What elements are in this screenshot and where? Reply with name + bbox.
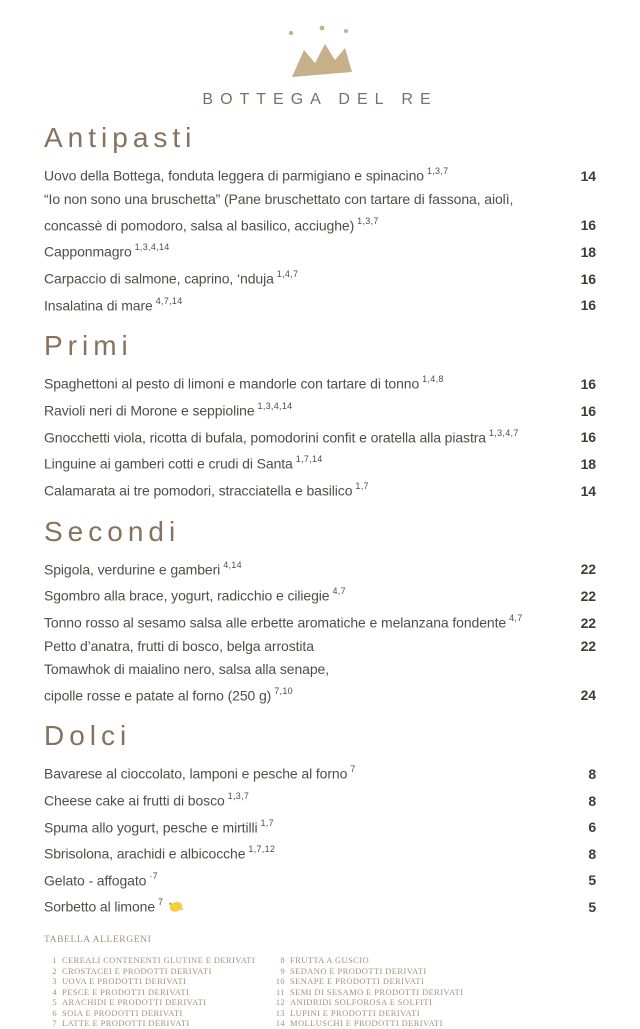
allergen-entry [44,976,272,987]
section-rows [44,161,596,317]
menu-item [44,555,596,582]
allergen-number: 1 [52,955,57,966]
dish-name: Petto d’anatra, frutti di bosco, belga arrostita [44,637,314,654]
crown-icon [278,24,362,82]
allergen-number: 14 [275,1018,285,1029]
allergen-label: PESCE E PRODOTTI DERIVATI [62,986,190,997]
menu-item [44,264,596,291]
dish-name: Linguine ai gamberi cotti e crudi di Santa [44,455,293,472]
allergen-refs: 4,7,14 [155,295,183,306]
price: 6 [588,819,596,836]
allergen-entry [272,997,463,1008]
allergen-refs: 7 [350,764,356,775]
dish-name: Gelato - affogato [44,872,147,889]
price: 16 [580,429,596,446]
price: 22 [580,637,596,654]
section-title: Secondi [44,515,181,547]
menu-item [44,396,596,423]
allergen-refs: 1,7,14 [295,454,323,465]
allergen-refs: 1,7 [355,480,369,491]
allergen-refs: 1,3,4,14 [134,242,170,253]
section-rows [44,369,596,502]
menu-item [44,866,596,893]
allergen-number: 2 [52,965,57,976]
section-rows [44,759,596,919]
dish-name: Uovo della Bottega, fonduta leggera di parmigiano e spinacino [44,167,424,184]
section-primi [44,330,596,502]
allergen-refs: 1,3,4,7 [489,427,519,438]
price: 5 [588,872,596,889]
menu-item-line [44,658,596,681]
price: 22 [580,614,596,631]
dish-name: Calamarata ai tre pomodori, stracciatella e basilico [44,482,353,499]
allergen-refs: 1,3,4,14 [257,400,293,411]
allergen-number: 6 [52,1007,57,1018]
price: 16 [580,297,596,314]
allergen-entry [272,1008,463,1019]
allergen-number: 9 [280,965,285,976]
section-secondi [44,516,596,708]
allergen-refs: 1,3,7 [227,790,250,801]
allergen-refs: 1,7,12 [248,844,276,855]
allergen-refs: 1,7 [260,817,274,828]
menu-item [44,892,596,919]
allergen-label: CEREALI CONTENENTI GLUTINE E DERIVATI [62,955,256,966]
dish-name: Bavarese al cioccolato, lamponi e pesche al forno [44,765,348,782]
menu-item [44,813,596,840]
price: 18 [580,243,596,260]
allergen-refs: 7,10 [274,685,293,696]
menu-item [44,839,596,866]
price: 8 [588,845,596,862]
allergen-entry [272,976,463,987]
dish-name: Carpaccio di salmone, caprino, ‘nduja [44,270,274,287]
menu-item [44,423,596,450]
dish-name: Ravioli neri di Morone e seppioline [44,402,255,419]
price: 16 [580,375,596,392]
price: 8 [588,792,596,809]
header [44,24,596,109]
dish-name: Sbrisolona, arachidi e albicocche [44,845,246,862]
dish-name: Spaghettoni al pesto di limoni e mandorle con tartare di tonno [44,375,420,392]
allergen-refs: 1,4,8 [422,374,444,385]
lemon-icon [168,900,184,913]
allergen-number: 4 [52,986,57,997]
allergen-number: 3 [52,976,57,987]
allergen-refs: 4,14 [223,559,242,570]
allergen-label: ARACHIDI E PRODOTTI DERIVATI [62,997,207,1008]
dish-name: Sorbetto al limone [44,899,156,916]
dish-name: Spigola, verdurine e gamberi [44,561,221,578]
allergen-number: 5 [52,997,57,1008]
dish-name: “Io non sono una bruschetta” (Pane bruschettato con tartare di fassona, aiolì, [44,190,514,207]
section-antipasti [44,122,596,317]
menu-item [44,476,596,503]
section-title: Primi [44,330,133,362]
dish-name: Capponmagro [44,243,132,260]
price: 16 [580,402,596,419]
menu-item-line [44,211,596,238]
allergen-label: LUPINI E PRODOTTI DERIVATI [290,1007,420,1018]
price: 22 [580,561,596,578]
menu-item [44,608,596,635]
allergen-number: 12 [275,997,285,1008]
price: 5 [588,899,596,916]
allergen-label: SEDANO E PRODOTTI DERIVATI [290,965,427,976]
allergen-label: SOIA E PRODOTTI DERIVATI [62,1007,183,1018]
price: 18 [580,455,596,472]
allergen-refs: ·7 [149,870,158,881]
allergen-table [44,935,596,1029]
menu-item [44,786,596,813]
allergen-label: SENAPE E PRODOTTI DERIVATI [290,976,425,987]
menu-item [44,759,596,786]
allergen-number: 7 [52,1018,57,1029]
menu-item-line [44,188,596,211]
price: 24 [580,687,596,704]
allergen-label: LATTE E PRODOTTI DERIVATI [62,1018,190,1029]
price: 16 [580,270,596,287]
allergen-entry [44,997,272,1008]
price: 16 [580,217,596,234]
allergen-entry [272,1018,463,1029]
allergen-entry [44,987,272,998]
allergen-column-left [44,955,272,1029]
menu-item [44,369,596,396]
dish-name: Gnocchetti viola, ricotta di bufala, pomodorini confit e oratella alla piastra [44,429,486,446]
price: 14 [580,482,596,499]
dish-name: Spuma allo yogurt, pesche e mirtilli [44,819,258,836]
dish-name: concassè di pomodoro, salsa al basilico, acciughe) [44,217,355,234]
allergen-label: MOLLUSCHI E PRODOTTI DERIVATI [290,1018,443,1029]
allergen-entry [272,966,463,977]
dish-name: Insalatina di mare [44,297,153,314]
menu-item [44,581,596,608]
allergen-number: 8 [280,955,285,966]
menu-item [44,237,596,264]
allergen-column-right [272,955,463,1029]
allergen-refs: 4,7 [332,586,346,597]
allergen-number: 10 [275,976,285,987]
price: 8 [588,765,596,782]
menu-item [44,635,596,658]
dish-name: Tomawhok di maialino nero, salsa alla senape, [44,660,329,677]
allergen-columns [44,955,596,1029]
allergen-entry [272,955,463,966]
allergen-refs: 1,4,7 [276,268,299,279]
price: 22 [580,587,596,604]
brand-wordmark: BOTTEGA DEL RE [202,91,438,108]
allergen-entry [272,987,463,998]
allergen-label: UOVA E PRODOTTI DERIVATI [62,976,187,987]
menu-item [44,161,596,188]
allergen-refs: 1,3,7 [426,166,449,176]
allergen-label: CROSTACEI E PRODOTTI DERIVATI [62,965,212,976]
price: 14 [580,167,596,184]
allergen-label: ANIDRIDI SOLFOROSA E SOLFITI [290,997,433,1008]
allergen-entry [44,966,272,977]
allergen-entry [44,955,272,966]
section-dolci [44,720,596,919]
menu-item-line [44,681,596,708]
section-rows [44,555,596,708]
dish-name: cipolle rosse e patate al forno (250 g) [44,687,272,704]
allergen-label: FRUTTA A GUSCIO [290,955,370,966]
allergen-refs: 7 [158,897,164,908]
section-title: Dolci [44,720,132,752]
allergen-refs: 1,3,7 [357,215,379,226]
allergen-number: 13 [275,1007,285,1018]
allergen-number: 11 [276,986,285,997]
allergen-label: SEMI DI SESAMO E PRODOTTI DERIVATI [290,986,464,997]
menu-item [44,449,596,476]
dish-name: Cheese cake ai frutti di bosco [44,792,225,809]
section-title: Antipasti [44,122,197,153]
dish-name: Sgombro alla brace, yogurt, radicchio e ciliegie [44,587,330,604]
allergen-refs: 4,7 [509,612,523,623]
dish-name: Tonno rosso al sesamo salsa alle erbette aromatiche e melanzana fondente [44,614,507,631]
allergen-entry [44,1008,272,1019]
allergen-table-title: TABELLA ALLERGENI [44,935,152,946]
menu-item [44,291,596,318]
allergen-entry [44,1018,272,1029]
